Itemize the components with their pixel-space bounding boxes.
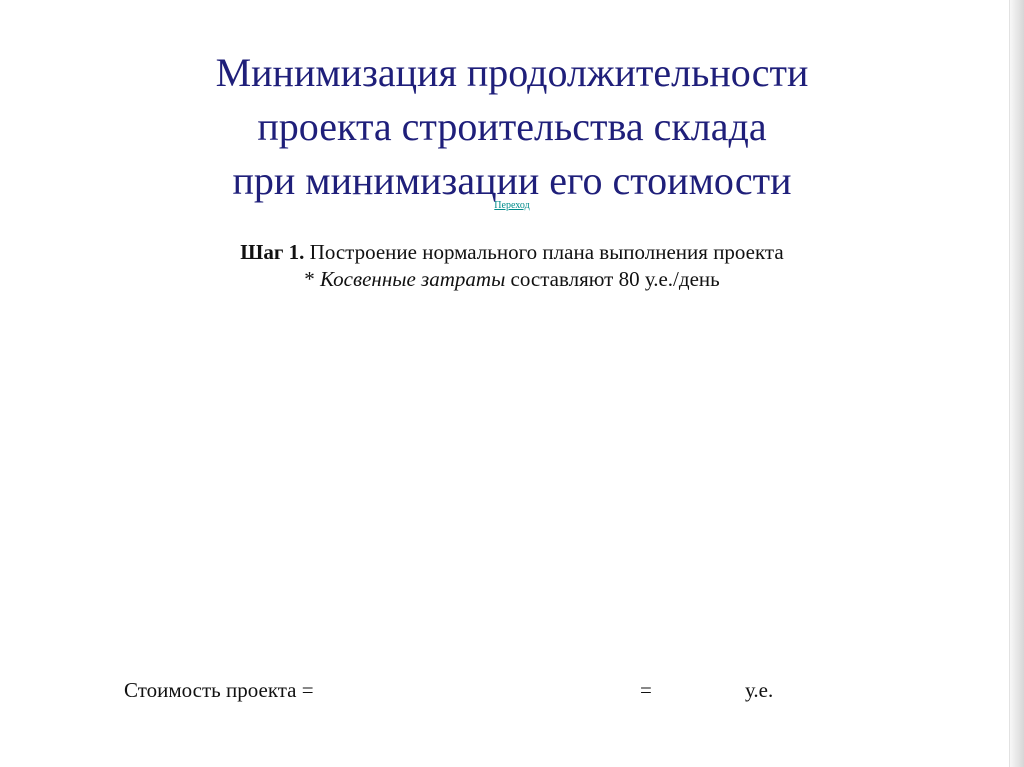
title-line-1: Минимизация продолжительности [215,50,809,95]
title-line-2: проекта строительства склада [257,104,767,149]
step-description [0,239,1024,293]
note-prefix: * [304,267,321,291]
step-note [0,266,1024,293]
step-text: Построение нормального плана выполнения проекта [304,240,784,264]
title-line-3: при минимизации его стоимости [232,158,792,203]
note-italic: Косвенные затраты [320,267,506,291]
step-number: Шаг 1. [240,240,305,264]
cost-equals: = [640,678,652,702]
cost-label: Стоимость проекта = [124,678,314,702]
slide-title [0,46,1024,208]
note-rest: составляют 80 у.е./день [505,267,720,291]
cost-unit: у.е. [745,678,774,702]
step-line [0,239,1024,266]
transition-link[interactable]: Переход [494,200,530,211]
